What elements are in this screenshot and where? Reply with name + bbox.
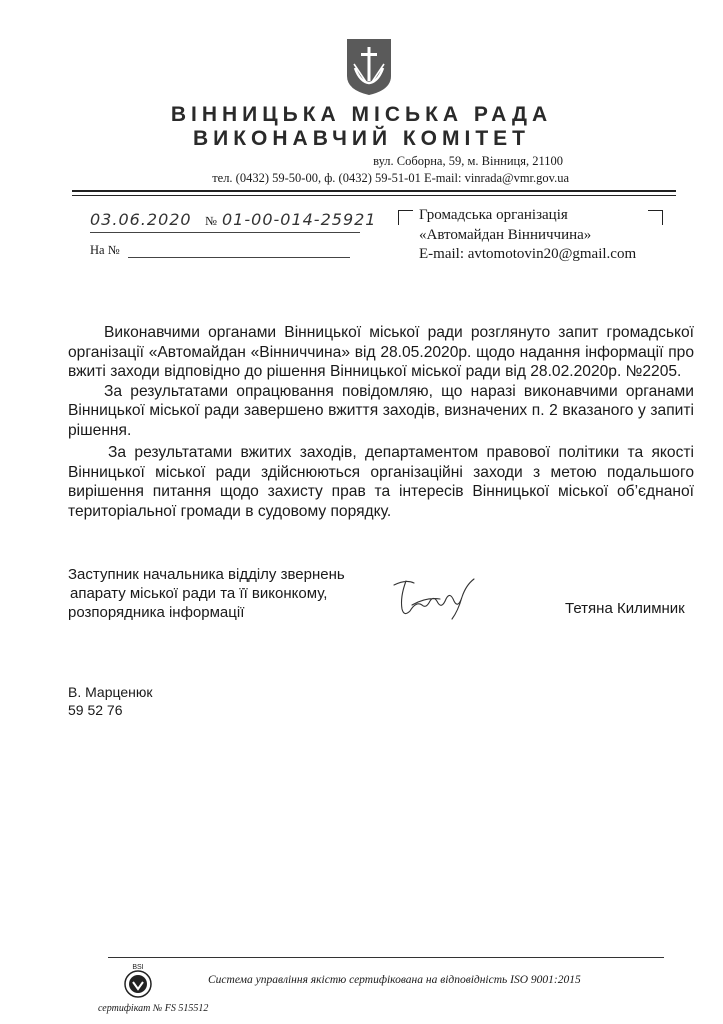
executor-phone: 59 52 76 xyxy=(68,702,123,718)
recipient-line2: «Автомайдан Вінниччина» xyxy=(419,226,592,243)
certificate-number: сертифікат № FS 515512 xyxy=(98,1003,209,1014)
signatory-position-line3: розпорядника інформації xyxy=(68,604,245,621)
signature-image xyxy=(392,575,488,621)
footer-rule xyxy=(108,957,664,958)
signatory-position-line1: Заступник начальника відділу звернень xyxy=(68,566,345,583)
bsi-logo-icon xyxy=(122,961,154,999)
executor-block xyxy=(68,683,153,719)
bsi-mark-text: BSI xyxy=(132,964,144,971)
recipient-bracket-right xyxy=(648,210,663,225)
coat-of-arms-icon xyxy=(346,38,392,96)
body-paragraph-2: За результатами опрацювання повідомляю, що наразі виконавчими органами Вінницької міської ради завершено вжиття заходів, визначених п. 2 вказаного у запиті рішення. xyxy=(68,382,694,439)
letterhead-rule-thin xyxy=(72,195,676,196)
org-contacts: тел. (0432) 59-50-00, ф. (0432) 59-51-01 E-mail: vinrada@vmr.gov.ua xyxy=(212,171,569,185)
recipient-email: E-mail: avtomotovin20@gmail.com xyxy=(419,246,637,262)
executor-name: В. Марценюк xyxy=(68,684,153,700)
outgoing-date: 03.06.2020 xyxy=(90,210,192,229)
signatory-name: Тетяна Килимник xyxy=(565,600,685,617)
reference-underline xyxy=(128,257,350,258)
recipient-line1: Громадська організація xyxy=(419,207,568,223)
recipient-block xyxy=(419,206,636,265)
outgoing-number: 01-00-014-25921 xyxy=(222,210,377,229)
org-name-line2: ВИКОНАВЧИЙ КОМІТЕТ xyxy=(192,127,531,150)
org-address: вул. Соборна, 59, м. Вінниця, 21100 xyxy=(373,154,563,168)
body-paragraph-3: За результатами вжитих заходів, департаментом правової політики та якості Вінницької міської ради здійснюються організаційні заходи з метою подальшого вирішення питання щодо захисту прав та інтересів Вінницької міської об’єднаної територіальної громади в судовому порядку. xyxy=(68,444,694,520)
quality-note: Система управління якістю сертифікована на відповідність ISO 9001:2015 xyxy=(208,974,581,986)
signatory-position-line2: апарату міської ради та її виконкому, xyxy=(70,585,328,602)
org-name-line1: ВІННИЦЬКА МІСЬКА РАДА xyxy=(170,103,553,126)
outgoing-number-label: № xyxy=(205,214,217,228)
letterhead-rule-thick xyxy=(72,190,676,192)
reference-number-label: На № xyxy=(90,243,120,257)
recipient-bracket-left xyxy=(398,210,413,225)
signatory-position xyxy=(68,565,345,622)
body-paragraph-1: Виконавчими органами Вінницької міської ради розглянуто запит громадської організації «Автомайдан «Вінниччина» від 28.05.2020р. щодо надання інформації про вжиті заходи відповідно до рішення Вінницької міської ради від 28.02.2020р. №2205. xyxy=(68,324,694,380)
letter-body xyxy=(68,323,694,521)
outgoing-underline xyxy=(90,232,360,233)
